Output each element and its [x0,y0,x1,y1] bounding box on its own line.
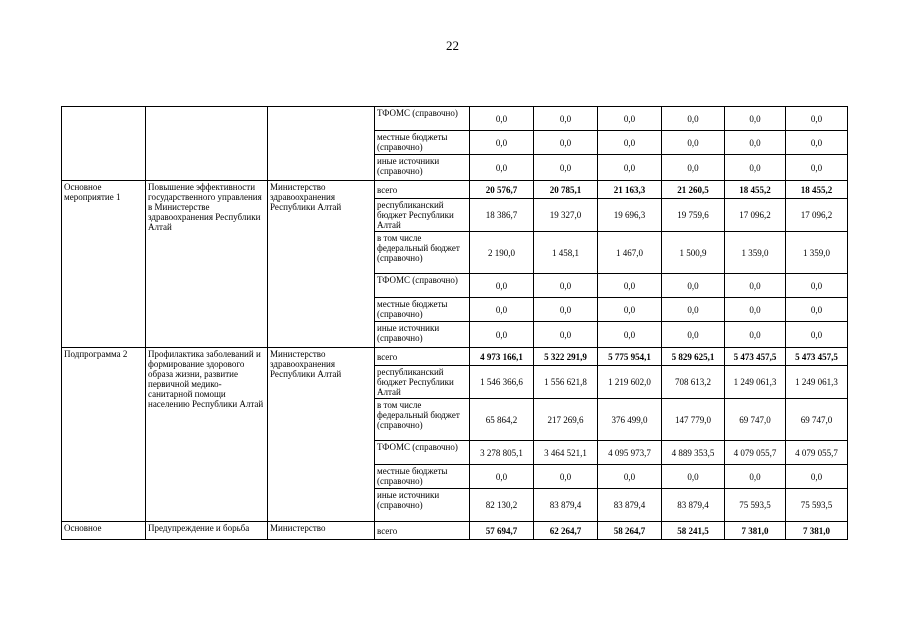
amount-cell: 5 473 457,5 [725,348,786,366]
amount-cell: 21 163,3 [598,181,662,199]
table-row-total [62,181,848,199]
amount-cell: 1 500,9 [662,232,725,274]
budget-table-body [62,107,848,540]
amount-cell: 0,0 [534,298,598,322]
amount-cell: 0,0 [662,155,725,181]
amount-cell: 18 455,2 [786,181,848,199]
amount-cell: 58 241,5 [662,522,725,540]
funding-source-cell: иные источники (справочно) [375,489,470,522]
amount-cell: 5 775 954,1 [598,348,662,366]
amount-cell: 376 499,0 [598,399,662,441]
amount-cell: 75 593,5 [725,489,786,522]
amount-cell: 20 576,7 [470,181,534,199]
amount-cell: 1 458,1 [534,232,598,274]
amount-cell: 0,0 [725,131,786,155]
funding-source-cell: в том числе федеральный бюджет (справочно) [375,399,470,441]
amount-cell: 19 696,3 [598,199,662,232]
amount-cell: 19 759,6 [662,199,725,232]
amount-cell: 0,0 [470,298,534,322]
amount-cell: 0,0 [786,131,848,155]
amount-cell: 1 249 061,3 [786,366,848,399]
amount-cell: 0,0 [786,274,848,298]
amount-cell: 0,0 [786,155,848,181]
budget-table [61,106,848,540]
funding-source-cell: в том числе федеральный бюджет (справочно) [375,232,470,274]
amount-cell: 0,0 [662,465,725,489]
program-title-cell: Повышение эффективности государственного управления в Министерстве здравоохранения Республики Алтай [146,181,268,348]
amount-cell: 18 455,2 [725,181,786,199]
funding-source-cell: иные источники (справочно) [375,322,470,348]
amount-cell: 62 264,7 [534,522,598,540]
amount-cell: 0,0 [662,322,725,348]
amount-cell: 0,0 [534,274,598,298]
executor-cell: Министерство здравоохранения Республики Алтай [268,181,375,348]
amount-cell: 0,0 [786,298,848,322]
amount-cell: 0,0 [470,322,534,348]
amount-cell: 4 889 353,5 [662,441,725,465]
amount-cell: 5 473 457,5 [786,348,848,366]
amount-cell: 0,0 [534,465,598,489]
amount-cell: 21 260,5 [662,181,725,199]
amount-cell: 1 219 602,0 [598,366,662,399]
amount-cell: 1 556 621,8 [534,366,598,399]
amount-cell: 7 381,0 [786,522,848,540]
amount-cell: 0,0 [662,274,725,298]
amount-cell: 4 079 055,7 [786,441,848,465]
amount-cell: 0,0 [662,298,725,322]
amount-cell: 147 779,0 [662,399,725,441]
program-name-cell [62,107,146,181]
funding-source-cell: местные бюджеты (справочно) [375,131,470,155]
program-name-cell: Подпрограмма 2 [62,348,146,522]
amount-cell: 1 359,0 [786,232,848,274]
amount-cell: 0,0 [725,107,786,131]
funding-source-cell: местные бюджеты (справочно) [375,298,470,322]
funding-source-cell: местные бюджеты (справочно) [375,465,470,489]
amount-cell: 0,0 [725,322,786,348]
amount-cell: 1 249 061,3 [725,366,786,399]
funding-source-cell: ТФОМС (справочно) [375,274,470,298]
amount-cell: 75 593,5 [786,489,848,522]
amount-cell: 17 096,2 [786,199,848,232]
amount-cell: 0,0 [534,155,598,181]
amount-cell: 0,0 [725,298,786,322]
amount-cell: 0,0 [534,131,598,155]
amount-cell: 0,0 [725,274,786,298]
amount-cell: 20 785,1 [534,181,598,199]
page-number: 22 [446,38,459,53]
amount-cell: 0,0 [598,298,662,322]
amount-cell: 3 278 805,1 [470,441,534,465]
table-row [62,107,848,131]
amount-cell: 69 747,0 [725,399,786,441]
funding-source-cell: ТФОМС (справочно) [375,107,470,131]
amount-cell: 1 467,0 [598,232,662,274]
amount-cell: 0,0 [470,107,534,131]
amount-cell: 708 613,2 [662,366,725,399]
amount-cell: 0,0 [470,131,534,155]
amount-cell: 83 879,4 [534,489,598,522]
executor-cell: Министерство [268,522,375,540]
funding-source-cell: всего [375,181,470,199]
funding-source-cell: республиканский бюджет Республики Алтай [375,366,470,399]
amount-cell: 0,0 [534,322,598,348]
amount-cell: 4 079 055,7 [725,441,786,465]
amount-cell: 17 096,2 [725,199,786,232]
amount-cell: 0,0 [598,155,662,181]
amount-cell: 217 269,6 [534,399,598,441]
program-title-cell: Предупреждение и борьба [146,522,268,540]
amount-cell: 0,0 [662,107,725,131]
amount-cell: 2 190,0 [470,232,534,274]
amount-cell: 57 694,7 [470,522,534,540]
amount-cell: 69 747,0 [786,399,848,441]
amount-cell: 83 879,4 [662,489,725,522]
amount-cell: 0,0 [786,322,848,348]
amount-cell: 0,0 [725,155,786,181]
amount-cell: 7 381,0 [725,522,786,540]
amount-cell: 0,0 [470,274,534,298]
amount-cell: 0,0 [470,155,534,181]
amount-cell: 82 130,2 [470,489,534,522]
funding-source-cell: ТФОМС (справочно) [375,441,470,465]
program-name-cell: Основное [62,522,146,540]
funding-source-cell: всего [375,348,470,366]
amount-cell: 0,0 [470,465,534,489]
amount-cell: 0,0 [598,131,662,155]
amount-cell: 0,0 [662,131,725,155]
amount-cell: 58 264,7 [598,522,662,540]
amount-cell: 0,0 [725,465,786,489]
program-name-cell: Основное мероприятие 1 [62,181,146,348]
funding-source-cell: иные источники (справочно) [375,155,470,181]
amount-cell: 0,0 [598,274,662,298]
amount-cell: 0,0 [598,322,662,348]
funding-source-cell: республиканский бюджет Республики Алтай [375,199,470,232]
amount-cell: 3 464 521,1 [534,441,598,465]
amount-cell: 1 546 366,6 [470,366,534,399]
program-title-cell [146,107,268,181]
funding-source-cell: всего [375,522,470,540]
amount-cell: 0,0 [534,107,598,131]
executor-cell [268,107,375,181]
amount-cell: 0,0 [786,465,848,489]
executor-cell: Министерство здравоохранения Республики Алтай [268,348,375,522]
amount-cell: 1 359,0 [725,232,786,274]
amount-cell: 4 095 973,7 [598,441,662,465]
amount-cell: 19 327,0 [534,199,598,232]
table-row-total [62,348,848,366]
program-title-cell: Профилактика заболеваний и формирование здорового образа жизни, развитие первичной медико-санитарной помощи населению Республики Алтай [146,348,268,522]
amount-cell: 18 386,7 [470,199,534,232]
table-row-total [62,522,848,540]
amount-cell: 0,0 [598,107,662,131]
amount-cell: 83 879,4 [598,489,662,522]
amount-cell: 65 864,2 [470,399,534,441]
amount-cell: 5 322 291,9 [534,348,598,366]
amount-cell: 4 973 166,1 [470,348,534,366]
amount-cell: 0,0 [598,465,662,489]
amount-cell: 0,0 [786,107,848,131]
amount-cell: 5 829 625,1 [662,348,725,366]
